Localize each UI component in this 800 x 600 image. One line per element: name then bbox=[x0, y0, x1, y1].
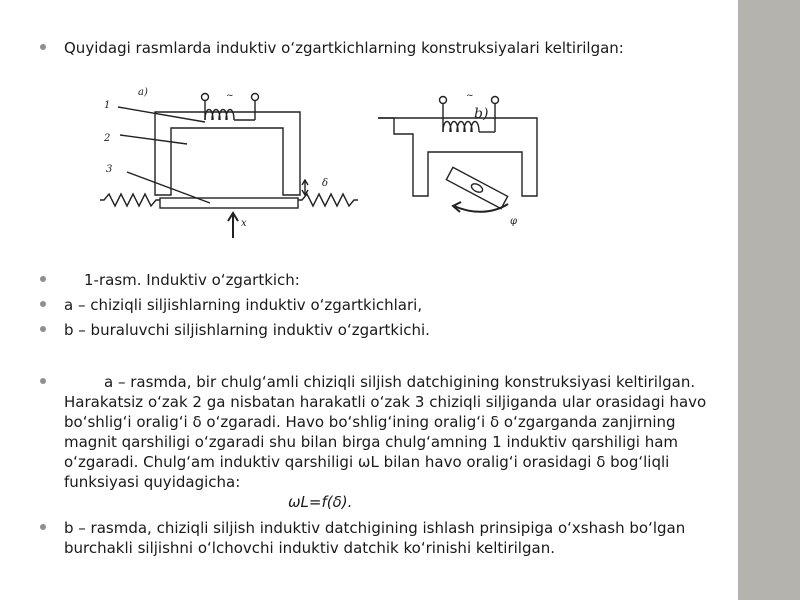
label-part-1: 1 bbox=[104, 100, 111, 111]
spring-left bbox=[100, 194, 160, 206]
paragraph-b-line: b – rasmda, chiziqli siljish induktiv datchigining ishlash prinsipiga oʻxshash boʻlgan bbox=[64, 519, 686, 537]
paragraph-a-line: a – rasmda, bir chulgʻamli chiziqli siljish datchigining konstruksiyasi keltirilgan. bbox=[104, 373, 696, 391]
bullet bbox=[40, 326, 46, 332]
paragraph-a-line: funksiyasi quyidagicha: bbox=[64, 473, 241, 491]
label-tilde-a: ~ bbox=[226, 91, 234, 101]
figure-a bbox=[100, 94, 358, 239]
intro-text: Quyidagi rasmlarda induktiv oʻzgartkichlarning konstruksiyalari keltirilgan: bbox=[64, 39, 624, 57]
paragraph-a-line: magnit qarshiligi oʻzgaradi shu bilan birga chulgʻamning 1 induktiv qarshiligi ham bbox=[64, 433, 679, 451]
moving-armature bbox=[160, 198, 298, 208]
paragraph-b-line: burchakli siljishni oʻlchovchi induktiv datchik koʻrinishi keltirilgan. bbox=[64, 539, 555, 557]
terminal-right-b bbox=[492, 97, 499, 104]
formula: ωL=f(δ). bbox=[288, 493, 353, 511]
spring-right bbox=[298, 194, 358, 206]
bullet bbox=[40, 301, 46, 307]
stationary-core bbox=[155, 112, 300, 195]
terminal-right bbox=[252, 94, 259, 101]
terminal-left bbox=[202, 94, 209, 101]
paragraph-a-line: boʻshligʻi oraligʻi δ oʻzgaradi. Havo boʻshligʻining oraligʻi δ oʻzgarganda zanjirning bbox=[64, 413, 676, 431]
label-part-3: 3 bbox=[106, 164, 113, 175]
paragraph-a bbox=[64, 372, 707, 492]
paragraph-a-line: oʻzgaradi. Chulgʻam induktiv qarshiligi ωL bilan havo oraligʻi orasidagi δ bogʻliqli bbox=[64, 453, 670, 471]
label-part-2: 2 bbox=[104, 133, 111, 144]
bullet bbox=[40, 276, 46, 282]
label-a: a) bbox=[138, 87, 148, 98]
inductive-transducer-figure bbox=[0, 0, 738, 260]
caption-title: 1-rasm. Induktiv oʻzgartkich: bbox=[84, 271, 300, 289]
paragraph-a-line: Harakatsiz oʻzak 2 ga nisbatan harakatli oʻzak 3 chiziqli siljiganda ular orasidagi havo bbox=[64, 393, 707, 411]
winding-coil-b bbox=[443, 122, 479, 133]
caption-a: a – chiziqli siljishlarning induktiv oʻzgartkichlari, bbox=[64, 296, 423, 314]
label-b: b) bbox=[474, 106, 489, 122]
leader-2 bbox=[120, 135, 187, 144]
rotor bbox=[446, 167, 507, 208]
label-tilde-b: ~ bbox=[466, 91, 474, 101]
bullet bbox=[40, 524, 46, 530]
caption-b: b – buraluvchi siljishlarning induktiv oʻzgartkichi. bbox=[64, 321, 430, 339]
leader-1 bbox=[118, 107, 205, 122]
slide-side-band bbox=[738, 0, 800, 600]
terminal-left-b bbox=[440, 97, 447, 104]
label-phi: φ bbox=[510, 216, 518, 227]
paragraph-b bbox=[64, 518, 684, 558]
rotation-arrow bbox=[454, 204, 508, 212]
label-delta: δ bbox=[322, 178, 329, 189]
rotor-axis bbox=[470, 182, 484, 194]
label-x: x bbox=[241, 218, 247, 229]
figure-b bbox=[378, 97, 537, 213]
bullet bbox=[40, 378, 46, 384]
winding-coil bbox=[205, 110, 234, 121]
